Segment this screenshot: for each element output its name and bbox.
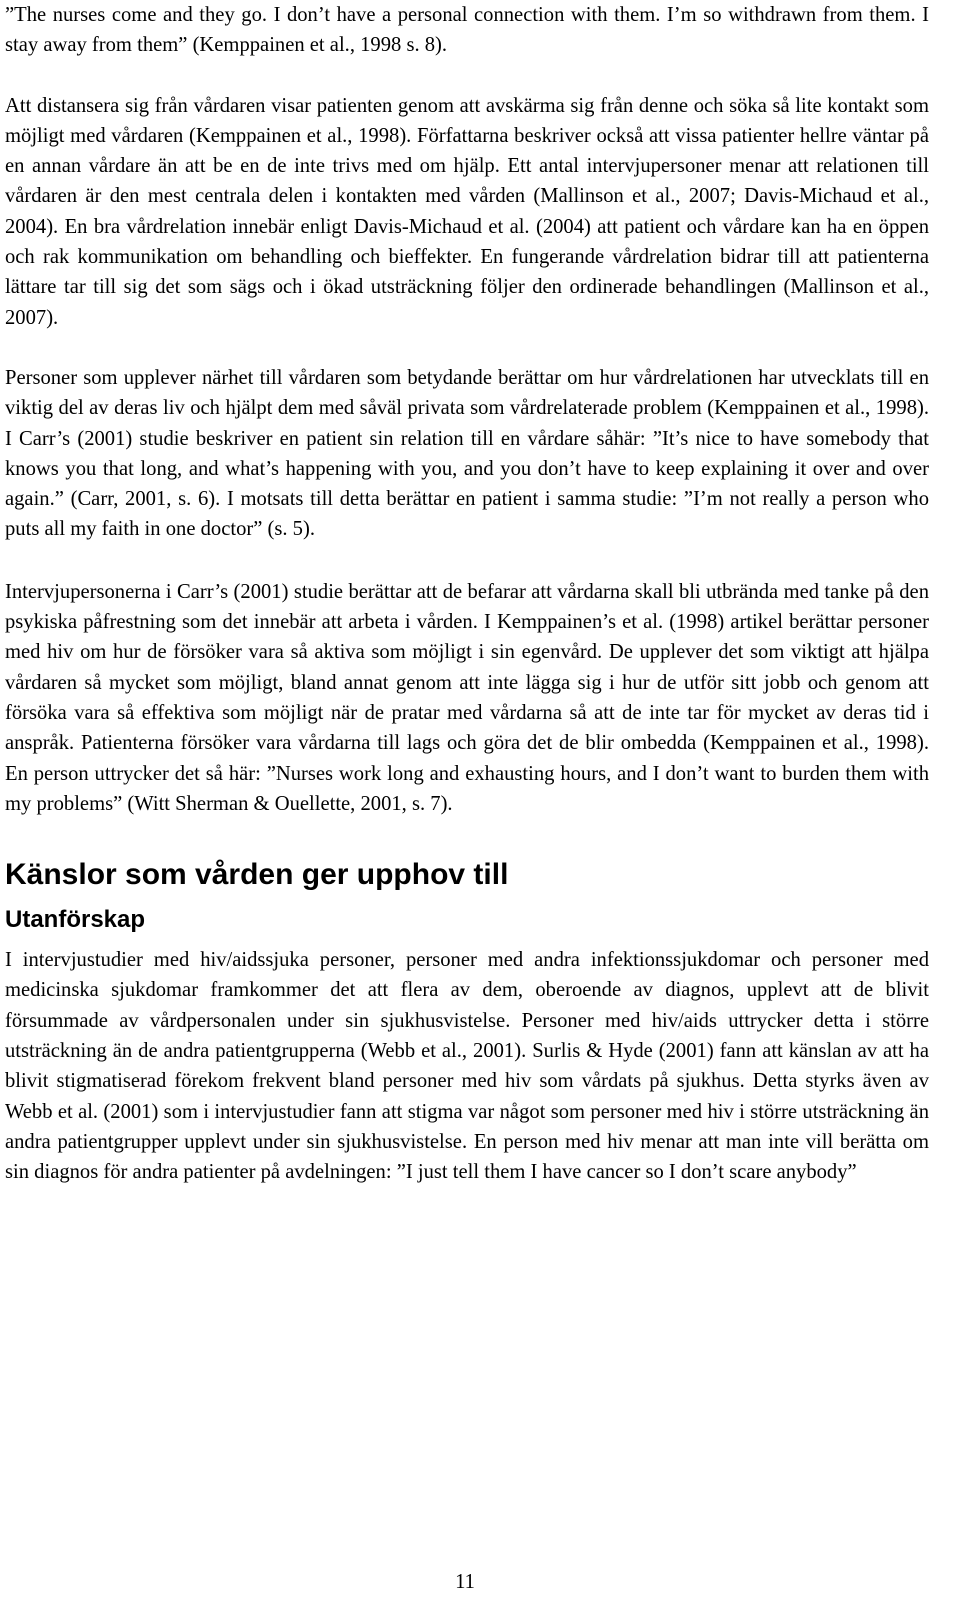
document-page	[5, 0, 929, 1188]
subsection-heading: Utanförskap	[5, 906, 146, 934]
paragraph-quote-kemppainen: ”The nurses come and they go. I don’t have a personal connection with them. I’m so withdrawn from them. I stay away from them” (Kemppainen et al., 1998 s. 8).	[5, 4, 929, 57]
page-number: 11	[455, 1571, 475, 1593]
section-heading: Känslor som vården ger upphov till	[5, 858, 509, 892]
paragraph-closeness: Personer som upplever närhet till vårdaren som betydande berättar om hur vårdrelationen har utvecklats till en viktig del av deras liv och hjälpt dem med såväl privata som vårdrelaterade problem (Kemppainen et al., 1998). I Carr’s (2001) studie beskriver en patient sin relation till en vårdare såhär: ”It’s nice to have somebody that knows you that long, and what’s happening with you, and you don’t have to keep explaining it over and over again.” (Carr, 2001, s. 6). I motsats till detta berättar en patient i samma studie: ”I’m not really a person who puts all my faith in one doctor” (s. 5).	[5, 366, 929, 541]
paragraph-exclusion: I intervjustudier med hiv/aidssjuka personer, personer med andra infektionssjukdomar och personer med medicinska sjukdomar framkommer det att flera av dem, oberoende av diagnos, upplevt att de blivit försummade av vårdpersonalen under sin sjukhusvistelse. Personer med hiv/aids uttrycker detta i större utsträckning än de andra patientgrupperna (Webb et al., 2001). Surlis & Hyde (2001) fann att känslan av att ha blivit stigmatiserad förekom frekvent bland personer med hiv som vårdats på sjukhus. Detta styrks även av Webb et al. (2001) som i intervjustudier fann att stigma var något som personer med hiv i större utsträckning än andra patientgrupper upplevt under sin sjukhusvistelse. En person med hiv menar att man inte vill berätta om sin diagnos för andra patienter på avdelningen: ”I just tell them I have cancer so I don’t scare anybody”	[5, 949, 929, 1184]
paragraph-burnout: Intervjupersonerna i Carr’s (2001) studie berättar att de befarar att vårdarna skall bli utbrända med tanke på den psykiska påfrestning som det innebär att arbeta i vården. I Kemppainen’s et al. (1998) artikel berättar personer med hiv om hur de försöker vara så aktiva som möjligt i sin egenvård. De upplever det som viktigt att hjälpa vårdaren så mycket som möjligt, bland annat genom att inte lägga sig i hur de utför sitt jobb och genom att försöka vara så effektiva som möjligt när de pratar med vårdarna så att de inte tar för mycket av deras tid i anspråk. Patienterna försöker vara vårdarna till lags och göra det de blir ombedda (Kemppainen et al., 1998). En person uttrycker det så här: ”Nurses work long and exhausting hours, and I don’t want to burden them with my problems” (Witt Sherman & Ouellette, 2001, s. 7).	[5, 580, 929, 815]
paragraph-distancing: Att distansera sig från vårdaren visar patienten genom att avskärma sig från denne och söka så lite kontakt som möjligt med vårdaren (Kemppainen et al., 1998). Författarna beskriver också att vissa patienter hellre väntar på en annan vårdare än att be en de inte trivs med om hjälp. Ett antal intervjupersoner menar att relationen till vårdaren är den mest centrala delen i kontakten med vården (Mallinson et al., 2007; Davis-Michaud et al., 2004). En bra vårdrelation innebär enligt Davis-Michaud et al. (2004) att patient och vårdare kan ha en öppen och rak kommunikation om behandling och bieffekter. En fungerande vårdrelation bidrar till att patienterna lättare tar till sig det som sägs och i ökad utsträckning följer den ordinerade behandlingen (Mallinson et al., 2007).	[5, 94, 929, 329]
